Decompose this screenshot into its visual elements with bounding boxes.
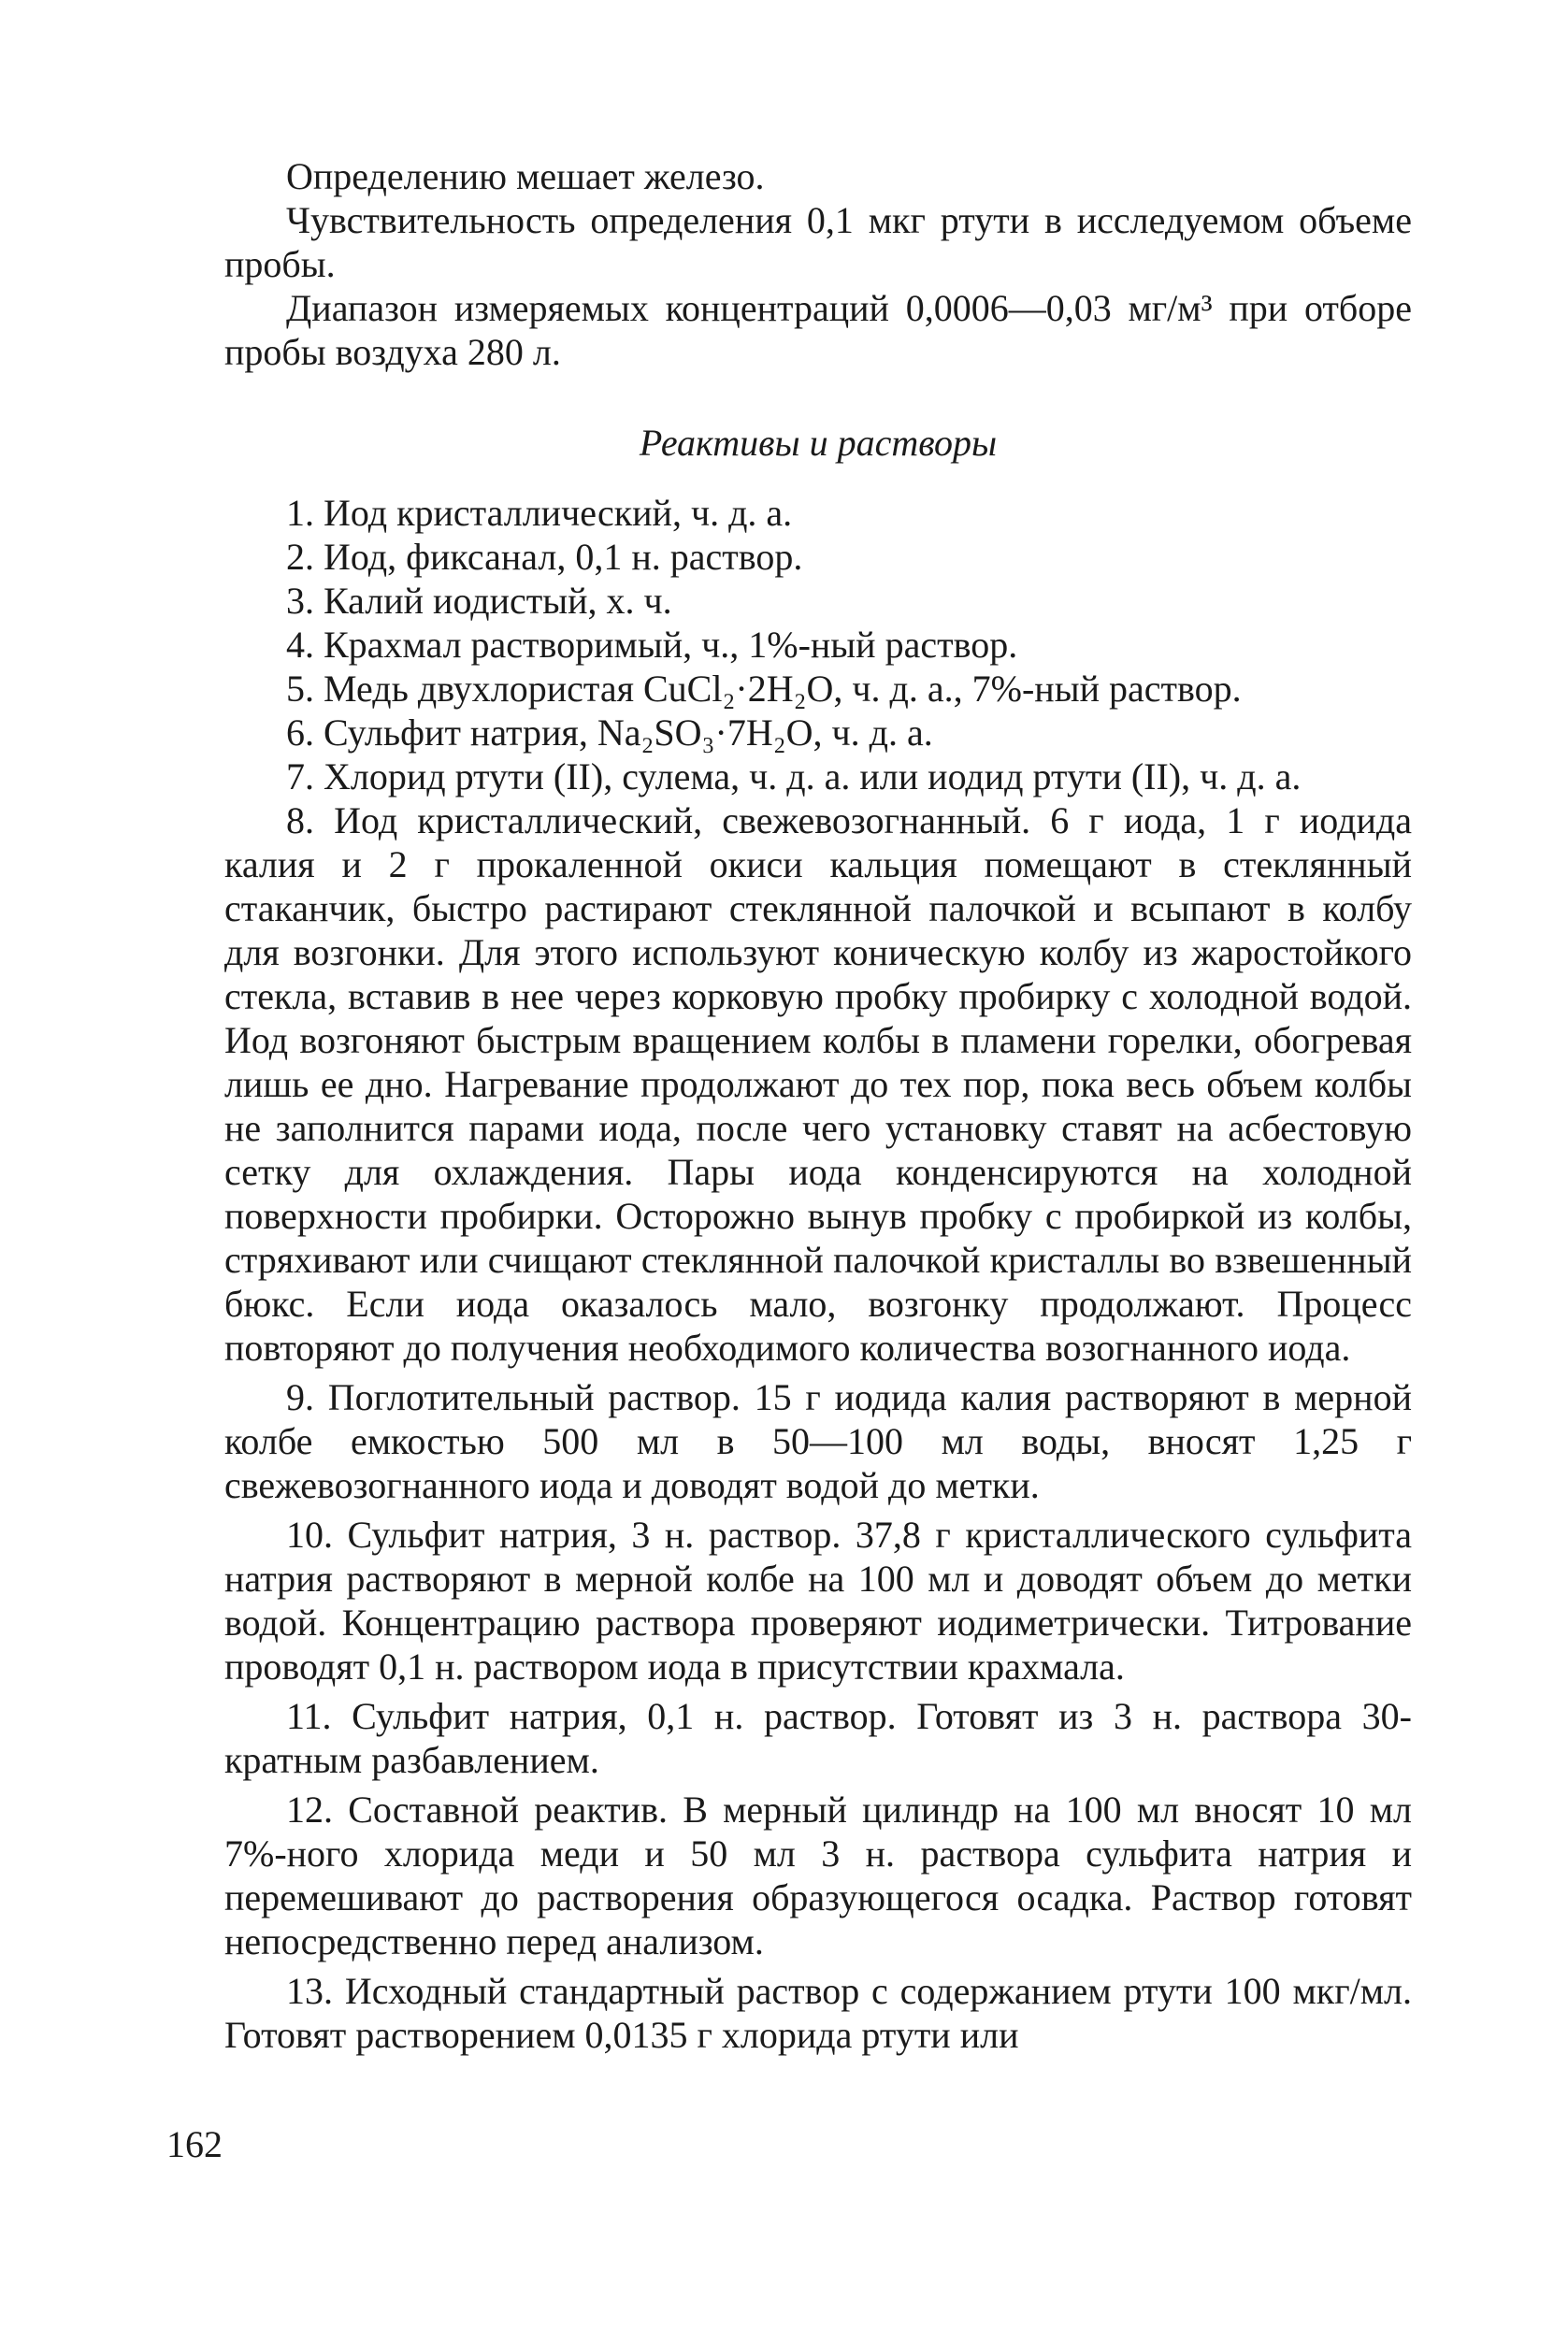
page-body	[224, 154, 1412, 2057]
reagent-item-10: 10. Сульфит натрия, 3 н. раствор. 37,8 г кристаллического сульфита натрия растворяют в мерной колбе на 100 мл и доводят объем до метки водой. Концентрацию раствора проверяют иодиметрически. Титрование проводят 0,1 н. раствором иода в присутствии крахмала.	[224, 1514, 1412, 1688]
reagent-item-6: 6. Сульфит натрия, Na₂SO₃·7H₂O, ч. д. а.	[286, 711, 933, 754]
reagent-item-8: 8. Иод кристаллический, свежевозогнанный. 6 г иода, 1 г иодида калия и 2 г прокаленной окиси кальция помещают в стеклянный стаканчик, быстро растирают стеклянной палочкой и всыпают в колбу для возгонки. Для этого используют коническую колбу из жаростойкого стекла, вставив в нее через корковую пробку пробирку с холодной водой. Иод возгоняют быстрым вращением колбы в пламени горелки, обогревая лишь ее дно. Нагревание продолжают до тех пор, пока весь объем колбы не заполнится парами иода, после чего установку ставят на асбестовую сетку для охлаждения. Пары иода конденсируются на холодной поверхности пробирки. Осторожно вынув пробку с пробиркой из колбы, стряхивают или счищают стеклянной палочкой кристаллы во взвешенный бюкс. Если иода оказалось мало, возгонку продолжают. Процесс повторяют до получения необходимого количества возогнанного иода.	[224, 799, 1412, 1369]
reagent-item-3: 3. Калий иодистый, х. ч.	[286, 580, 672, 622]
reagent-item-7: 7. Хлорид ртути (II), сулема, ч. д. а. или иодид ртути (II), ч. д. а.	[286, 755, 1302, 797]
reagent-item-13: 13. Исходный стандартный раствор с содержанием ртути 100 мкг/мл. Готовят растворением 0,0135 г хлорида ртути или	[224, 1970, 1412, 2056]
reagent-item-2: 2. Иод, фиксанал, 0,1 н. раствор.	[286, 536, 803, 578]
intro-paragraph-2: Чувствительность определения 0,1 мкг ртути в исследуемом объеме пробы.	[224, 199, 1412, 285]
reagent-item-4: 4. Крахмал растворимый, ч., 1%-ный раствор.	[286, 624, 1018, 666]
reagent-item-1: 1. Иод кристаллический, ч. д. а.	[286, 492, 793, 534]
section-title: Реактивы и растворы	[639, 422, 998, 464]
intro-paragraph-1: Определению мешает железо.	[286, 155, 765, 197]
reagent-item-9: 9. Поглотительный раствор. 15 г иодида калия растворяют в мерной колбе емкостью 500 мл в 50—100 мл воды, вносят 1,25 г свежевозогнанного иода и доводят водой до метки.	[224, 1376, 1412, 1506]
intro-paragraph-3: Диапазон измеряемых концентраций 0,0006—0,03 мг/м³ при отборе пробы воздуха 280 л.	[224, 287, 1412, 373]
reagent-item-12: 12. Составной реактив. В мерный цилиндр на 100 мл вносят 10 мл 7%-ного хлорида меди и 50 мл 3 н. раствора сульфита натрия и перемешивают до растворения образующегося осадка. Раствор готовят непосредственно перед анализом.	[224, 1789, 1412, 1962]
reagent-item-5: 5. Медь двухлористая CuCl₂·2H₂O, ч. д. а., 7%-ный раствор.	[286, 668, 1242, 710]
page-number: 162	[166, 2123, 223, 2165]
reagent-item-11: 11. Сульфит натрия, 0,1 н. раствор. Готовят из 3 н. раствора 30-кратным разбавлением.	[224, 1695, 1412, 1781]
